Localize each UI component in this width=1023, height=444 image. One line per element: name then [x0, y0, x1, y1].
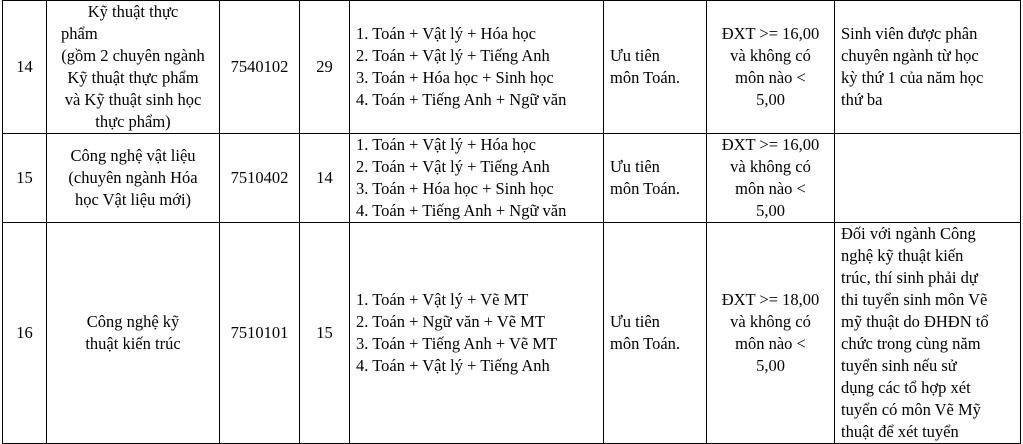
quota-text: 14	[316, 168, 333, 187]
program-name	[47, 223, 220, 444]
note-line: Sinh viên được phân	[841, 24, 978, 43]
priority	[604, 1, 707, 134]
row-number	[3, 134, 47, 223]
score-line: và không có	[730, 46, 811, 65]
subject-combinations	[350, 1, 604, 134]
priority	[604, 134, 707, 223]
note-line: tuyển có môn Vẽ Mỹ	[841, 400, 981, 419]
program-name-line: và Kỹ thuật sinh học	[64, 90, 202, 109]
note-line: thứ ba	[841, 90, 883, 109]
admissions-table	[2, 0, 1021, 444]
note-line: thuật để xét tuyển	[841, 422, 959, 441]
table-row	[3, 223, 1021, 444]
program-name-line: (chuyên ngành Hóa	[68, 168, 198, 187]
score-line: 5,00	[756, 356, 785, 375]
note-line: Đối với ngành Công	[841, 224, 976, 243]
combination-item: 2. Toán + Vật lý + Tiếng Anh	[356, 46, 550, 65]
combination-item: 4. Toán + Tiếng Anh + Ngữ văn	[356, 90, 567, 109]
note-line: chức trong cùng năm	[841, 334, 981, 353]
note-line: dụng các tổ hợp xét	[841, 378, 971, 397]
score-condition	[707, 1, 835, 134]
quota	[300, 223, 350, 444]
table-row	[3, 1, 1021, 134]
note	[835, 134, 1021, 223]
priority-line: môn Toán.	[610, 179, 681, 198]
score-line: ĐXT >= 16,00	[721, 135, 820, 154]
priority-line: Ưu tiên	[610, 157, 660, 176]
program-name-line: Công nghệ vật liệu	[70, 146, 196, 165]
program-code-text: 7510402	[230, 168, 289, 187]
program-name-line: phẩm	[61, 24, 98, 43]
table-row	[3, 134, 1021, 223]
note-line: thi tuyển sinh môn Vẽ	[841, 290, 988, 309]
score-condition	[707, 134, 835, 223]
score-line: 5,00	[756, 201, 785, 220]
row-number-text: 16	[16, 323, 33, 342]
note-line: nghệ kỹ thuật kiến	[841, 246, 964, 265]
combination-item: 4. Toán + Tiếng Anh + Ngữ văn	[356, 201, 567, 220]
note	[835, 1, 1021, 134]
combination-item: 1. Toán + Vật lý + Hóa học	[356, 24, 536, 43]
score-line: môn nào <	[735, 68, 806, 87]
program-code	[220, 1, 300, 134]
program-name-line: thuật kiến trúc	[85, 334, 181, 353]
score-line: 5,00	[756, 90, 785, 109]
priority	[604, 223, 707, 444]
quota-text: 15	[316, 323, 333, 342]
program-code-text: 7510101	[230, 323, 289, 342]
note-line: tuyển sinh nếu sử	[841, 356, 957, 375]
combination-item: 3. Toán + Tiếng Anh + Vẽ MT	[356, 334, 558, 353]
score-line: ĐXT >= 18,00	[721, 290, 820, 309]
combination-item: 1. Toán + Vật lý + Vẽ MT	[356, 290, 529, 309]
priority-line: môn Toán.	[610, 68, 681, 87]
program-name	[47, 1, 220, 134]
program-name-line: (gồm 2 chuyên ngành	[61, 46, 205, 65]
note-line: mỹ thuật do ĐHĐN tổ	[841, 312, 989, 331]
priority-line: Ưu tiên	[610, 46, 660, 65]
row-number	[3, 1, 47, 134]
combination-item: 1. Toán + Vật lý + Hóa học	[356, 135, 536, 154]
combination-item: 2. Toán + Vật lý + Tiếng Anh	[356, 157, 550, 176]
score-line: môn nào <	[735, 334, 806, 353]
combination-item: 2. Toán + Ngữ văn + Vẽ MT	[356, 312, 545, 331]
note-line: trúc, thí sinh phải dự	[841, 268, 978, 287]
program-name-line: thực phẩm)	[95, 112, 171, 131]
score-condition	[707, 223, 835, 444]
program-name	[47, 134, 220, 223]
row-number-text: 15	[16, 168, 33, 187]
score-line: và không có	[730, 312, 811, 331]
quota	[300, 1, 350, 134]
subject-combinations	[350, 134, 604, 223]
program-code-text: 7540102	[230, 57, 289, 76]
combination-item: 3. Toán + Hóa học + Sinh học	[356, 68, 554, 87]
quota-text: 29	[316, 57, 333, 76]
score-line: môn nào <	[735, 179, 806, 198]
program-code	[220, 134, 300, 223]
note-line: kỳ thứ 1 của năm học	[841, 68, 984, 87]
program-name-line: học Vật liệu mới)	[74, 190, 192, 209]
program-code	[220, 223, 300, 444]
program-name-line: Công nghệ kỹ	[86, 312, 180, 331]
score-line: và không có	[730, 157, 811, 176]
program-name-line: Kỹ thuật thực phẩm	[67, 68, 199, 87]
subject-combinations	[350, 223, 604, 444]
combination-item: 4. Toán + Vật lý + Tiếng Anh	[356, 356, 550, 375]
quota	[300, 134, 350, 223]
priority-line: môn Toán.	[610, 334, 681, 353]
row-number-text: 14	[16, 57, 33, 76]
program-name-line: Kỹ thuật thực	[87, 2, 179, 21]
combination-item: 3. Toán + Hóa học + Sinh học	[356, 179, 554, 198]
note-line: chuyên ngành từ học	[841, 46, 979, 65]
note	[835, 223, 1021, 444]
row-number	[3, 223, 47, 444]
priority-line: Ưu tiên	[610, 312, 660, 331]
score-line: ĐXT >= 16,00	[721, 24, 820, 43]
